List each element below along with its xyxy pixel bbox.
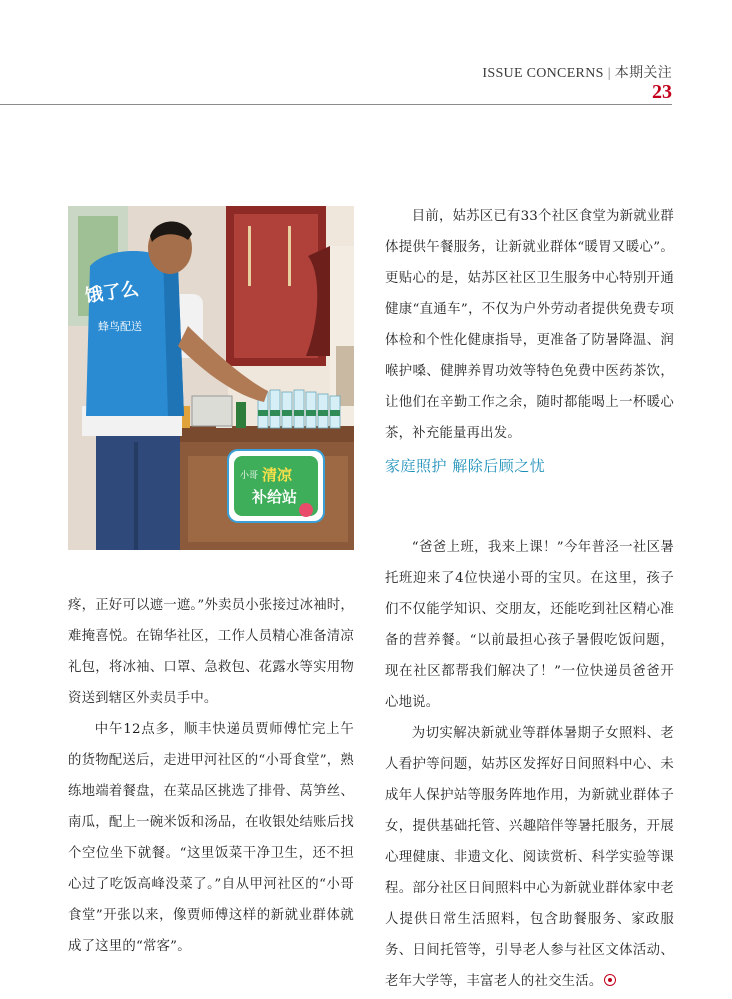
right-column-bottom	[385, 532, 674, 997]
right-paragraph-1: 目前，姑苏区已有33个社区食堂为新就业群体提供午餐服务，让新就业群体“暖胃又暖心”。更贴心的是，姑苏区社区卫生服务中心特别开通健康“直通车”，不仅为户外劳动者提供免费专项体检和个性化健康指导，更准备了防暑降温、润喉护嗓、健脾养胃功效等特色免费中医药茶饮，让他们在辛勤工作之余，随时都能喝上一杯暖心茶，补充能量再出发。	[385, 209, 674, 441]
sign-text-station: 补给站	[252, 488, 298, 506]
vest-sub-text: 蜂鸟配送	[98, 320, 142, 333]
left-column	[68, 590, 354, 962]
right-column-top	[385, 201, 674, 449]
section-title-en: ISSUE CONCERNS	[482, 66, 604, 81]
left-paragraph-2: 中午12点多，顺丰快递员贾师傅忙完上午的货物配送后，走进甲河社区的“小哥食堂”，熟练地端着餐盘，在菜品区挑选了排骨、莴笋丝、南瓜，配上一碗米饭和汤品，在收银处结账后找个空位坐下就餐。“这里饭菜干净卫生，还不担心过了吃饭高峰没菜了。”自从甲河社区的“小哥食堂”开张以来，像贾师傅这样的新就业群体就成了这里的“常客”。	[68, 722, 354, 954]
header-rule	[0, 104, 672, 105]
sign-text-small: 小哥	[240, 471, 259, 481]
header-separator: |	[607, 66, 611, 81]
section-title-cn: 本期关注	[614, 66, 672, 81]
left-paragraph-1: 疼，正好可以遮一遮。”外卖员小张接过冰袖时，难掩喜悦。在锦华社区，工作人员精心准备清凉礼包，将冰袖、口罩、急救包、花露水等实用物资送到辖区外卖员手中。	[68, 598, 354, 706]
running-header	[482, 62, 672, 82]
page-number: 23	[652, 81, 672, 103]
sign-text-main: 清凉	[262, 466, 293, 484]
vest-logo-text: 饿了么	[83, 278, 141, 307]
right-paragraph-3	[385, 718, 674, 997]
article-end-mark-icon	[604, 974, 616, 986]
article-photo	[68, 206, 354, 550]
section-subheading: 家庭照护 解除后顾之忧	[385, 457, 546, 475]
right-paragraph-3-text: 为切实解决新就业等群体暑期子女照料、老人看护等问题，姑苏区发挥好日间照料中心、未成年人保护站等服务阵地作用，为新就业群体子女，提供基础托管、兴趣陪伴等暑托服务，开展心理健康、非遗文化、阅读赏析、科学实验等课程。部分社区日间照料中心为新就业群体家中老人提供日常生活照料，包含助餐服务、家政服务、日间托管等，引导老人参与社区文体活动、老年大学等，丰富老人的社交生活。	[385, 726, 674, 989]
right-paragraph-2: “爸爸上班，我来上课！”今年普泾一社区暑托班迎来了4位快递小哥的宝贝。在这里，孩子们不仅能学知识、交朋友，还能吃到社区精心准备的营养餐。“以前最担心孩子暑假吃饭问题，现在社区都帮我们解决了！”一位快递员爸爸开心地说。	[385, 540, 674, 710]
